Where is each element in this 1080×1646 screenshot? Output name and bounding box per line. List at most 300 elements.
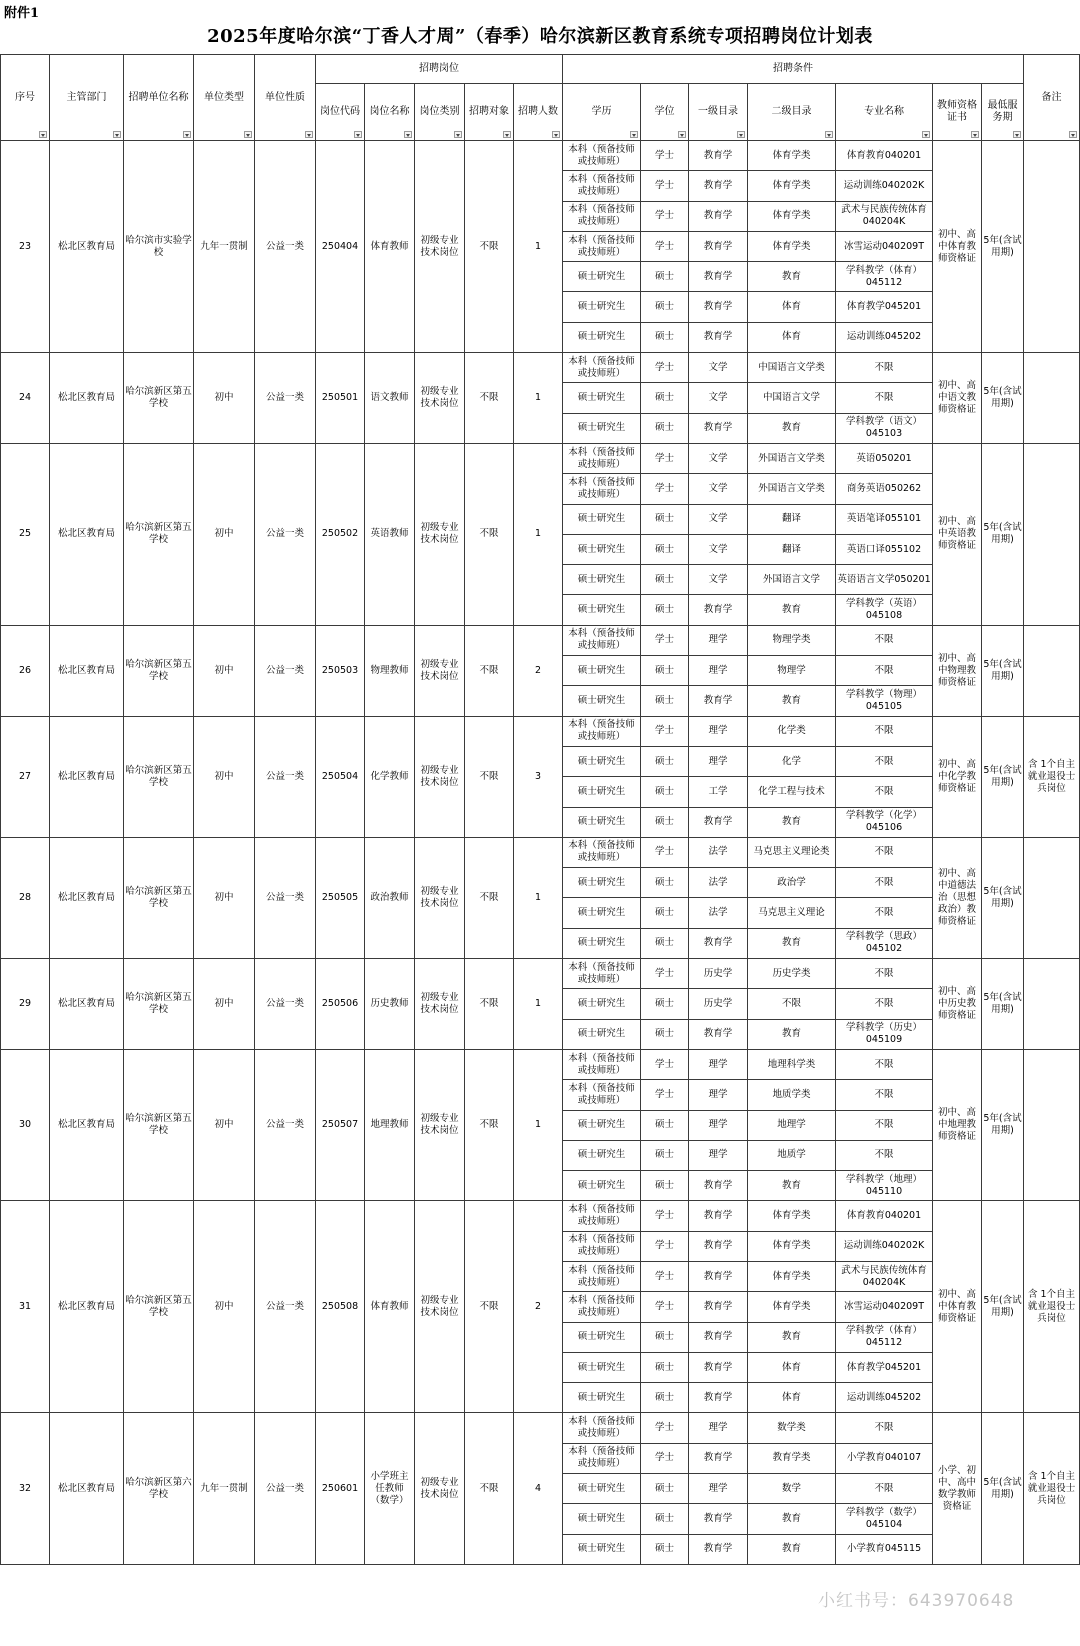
cell-unit-type: 初中 [194,353,255,444]
page-title: 2025年度哈尔滨“丁香人才周”（春季）哈尔滨新区教育系统专项招聘岗位计划表 [207,26,873,47]
cell-degree: 硕士 [641,989,689,1019]
cell-level2: 体育学类 [748,1292,836,1322]
cell-degree: 硕士 [641,656,689,686]
cell-service: 5年(含试用期) [982,1201,1024,1413]
cell-education: 硕士研究生 [563,262,641,292]
cell-dept: 松北区教育局 [50,1049,124,1200]
cell-level2: 教育 [748,1504,836,1534]
header-group-post: 招聘岗位 [316,55,563,84]
cell-degree: 学士 [641,443,689,473]
cell-unit-nature: 公益一类 [255,625,316,716]
cell-level1: 法学 [689,898,748,928]
cell-degree: 硕士 [641,1019,689,1049]
filter-dropdown-icon[interactable] [503,131,511,138]
cell-major: 不限 [836,1110,933,1140]
cell-education: 本科（预备技师或技师班） [563,1049,641,1079]
cell-level2: 教育 [748,686,836,716]
cell-level1: 理学 [689,1110,748,1140]
cell-service: 5年(含试用期) [982,443,1024,625]
cell-level1: 文学 [689,443,748,473]
cell-dept: 松北区教育局 [50,1413,124,1564]
cell-seq: 30 [1,1049,50,1200]
cell-post-code: 250503 [316,625,365,716]
filter-dropdown-icon[interactable] [1069,131,1077,138]
header-post-code[interactable]: 岗位代码 [316,84,365,141]
cell-unit-name: 哈尔滨市实验学校 [124,141,194,353]
cell-major: 不限 [836,746,933,776]
cell-level1: 理学 [689,746,748,776]
cell-education: 本科（预备技师或技师班） [563,959,641,989]
header-education[interactable]: 学历 [563,84,641,141]
cell-education: 硕士研究生 [563,777,641,807]
cell-unit-nature: 公益一类 [255,959,316,1050]
cell-major: 不限 [836,1413,933,1443]
cell-certificate: 小学、初中、高中数学教师资格证 [933,1413,982,1564]
cell-major: 运动训练040202K [836,171,933,201]
cell-count: 1 [514,141,563,353]
cell-degree: 硕士 [641,686,689,716]
cell-post-code: 250601 [316,1413,365,1564]
cell-unit-type: 初中 [194,443,255,625]
cell-unit-name: 哈尔滨新区第五学校 [124,1049,194,1200]
cell-education: 硕士研究生 [563,1474,641,1504]
cell-post-name: 小学班主任教师（数学） [365,1413,415,1564]
cell-certificate: 初中、高中化学教师资格证 [933,716,982,837]
cell-target: 不限 [465,1413,514,1564]
cell-post-category: 初级专业技术岗位 [415,353,465,444]
cell-major: 英语口译055102 [836,534,933,564]
cell-count: 2 [514,1201,563,1413]
cell-education: 硕士研究生 [563,989,641,1019]
cell-count: 1 [514,959,563,1050]
cell-service: 5年(含试用期) [982,837,1024,958]
cell-remark: 含 1个自主就业退役士兵岗位 [1024,716,1080,837]
cell-level1: 理学 [689,1140,748,1170]
cell-level2: 地理科学类 [748,1049,836,1079]
cell-degree: 硕士 [641,1534,689,1564]
cell-education: 硕士研究生 [563,807,641,837]
cell-post-code: 250501 [316,353,365,444]
cell-post-code: 250507 [316,1049,365,1200]
cell-level2: 外国语言文学类 [748,474,836,504]
header-post-name[interactable]: 岗位名称 [365,84,415,141]
cell-major: 不限 [836,1474,933,1504]
cell-level1: 教育学 [689,807,748,837]
cell-level1: 教育学 [689,231,748,261]
cell-level2: 教育 [748,262,836,292]
header-unit-name[interactable]: 招聘单位名称 [124,55,194,141]
cell-education: 本科（预备技师或技师班） [563,625,641,655]
cell-seq: 24 [1,353,50,444]
cell-degree: 学士 [641,141,689,171]
cell-degree: 硕士 [641,1171,689,1201]
cell-level2: 翻译 [748,504,836,534]
cell-major: 不限 [836,383,933,413]
header-unit-type[interactable]: 单位类型 [194,55,255,141]
cell-degree: 硕士 [641,322,689,352]
cell-education: 硕士研究生 [563,1352,641,1382]
cell-level1: 教育学 [689,141,748,171]
cell-level2: 翻译 [748,534,836,564]
cell-level1: 文学 [689,474,748,504]
cell-post-code: 250506 [316,959,365,1050]
cell-remark [1024,353,1080,444]
header-service[interactable]: 最低服务期 [982,84,1024,141]
cell-major: 学科教学（体育）045112 [836,1322,933,1352]
cell-unit-nature: 公益一类 [255,1201,316,1413]
cell-level2: 不限 [748,989,836,1019]
cell-education: 硕士研究生 [563,868,641,898]
cell-dept: 松北区教育局 [50,443,124,625]
cell-degree: 硕士 [641,1352,689,1382]
cell-degree: 学士 [641,231,689,261]
cell-major: 学科教学（物理）045105 [836,686,933,716]
cell-education: 硕士研究生 [563,595,641,625]
cell-target: 不限 [465,625,514,716]
filter-dropdown-icon[interactable] [737,131,745,138]
cell-major: 运动训练045202 [836,322,933,352]
cell-post-name: 体育教师 [365,141,415,353]
header-major[interactable]: 专业名称 [836,84,933,141]
cell-remark [1024,837,1080,958]
cell-degree: 学士 [641,474,689,504]
cell-level1: 教育学 [689,1383,748,1413]
cell-major: 小学教育040107 [836,1443,933,1473]
cell-degree: 硕士 [641,898,689,928]
cell-target: 不限 [465,837,514,958]
cell-target: 不限 [465,141,514,353]
cell-education: 本科（预备技师或技师班） [563,1201,641,1231]
cell-major: 不限 [836,837,933,867]
cell-degree: 学士 [641,353,689,383]
annex-label: 附件1 [4,6,40,21]
cell-level1: 教育学 [689,292,748,322]
cell-post-category: 初级专业技术岗位 [415,1049,465,1200]
cell-education: 硕士研究生 [563,1322,641,1352]
cell-education: 本科（预备技师或技师班） [563,1413,641,1443]
header-unit-nature[interactable]: 单位性质 [255,55,316,141]
cell-certificate: 初中、高中道德法治（思想政治）教师资格证 [933,837,982,958]
cell-education: 本科（预备技师或技师班） [563,1292,641,1322]
header-remark[interactable]: 备注 [1024,55,1080,141]
cell-education: 硕士研究生 [563,1110,641,1140]
cell-level2: 外国语言文学类 [748,443,836,473]
cell-degree: 硕士 [641,1504,689,1534]
cell-certificate: 初中、高中地理教师资格证 [933,1049,982,1200]
cell-education: 本科（预备技师或技师班） [563,1443,641,1473]
cell-service: 5年(含试用期) [982,716,1024,837]
cell-education: 硕士研究生 [563,1534,641,1564]
cell-level1: 教育学 [689,1443,748,1473]
cell-unit-type: 初中 [194,837,255,958]
cell-service: 5年(含试用期) [982,141,1024,353]
cell-dept: 松北区教育局 [50,716,124,837]
cell-level1: 教育学 [689,171,748,201]
cell-post-category: 初级专业技术岗位 [415,959,465,1050]
cell-level2: 体育 [748,292,836,322]
cell-degree: 硕士 [641,1474,689,1504]
table-row [1,625,1080,655]
filter-dropdown-icon[interactable] [552,131,560,138]
cell-degree: 硕士 [641,746,689,776]
filter-dropdown-icon[interactable] [971,131,979,138]
cell-unit-type: 初中 [194,716,255,837]
cell-count: 1 [514,837,563,958]
filter-dropdown-icon[interactable] [183,131,191,138]
cell-education: 硕士研究生 [563,383,641,413]
cell-level1: 理学 [689,1413,748,1443]
cell-major: 小学教育045115 [836,1534,933,1564]
cell-post-category: 初级专业技术岗位 [415,716,465,837]
filter-dropdown-icon[interactable] [678,131,686,138]
table-row [1,141,1080,171]
cell-level1: 理学 [689,1049,748,1079]
cell-degree: 学士 [641,201,689,231]
cell-education: 硕士研究生 [563,1504,641,1534]
cell-post-code: 250502 [316,443,365,625]
cell-education: 硕士研究生 [563,322,641,352]
watermark: 小红书号：643970648 [818,1591,1015,1611]
cell-degree: 硕士 [641,262,689,292]
cell-level2: 教育 [748,1171,836,1201]
cell-unit-type: 初中 [194,625,255,716]
cell-level1: 法学 [689,868,748,898]
cell-education: 硕士研究生 [563,292,641,322]
cell-level2: 教育 [748,1019,836,1049]
cell-major: 学科教学（体育）045112 [836,262,933,292]
cell-level1: 教育学 [689,1504,748,1534]
cell-target: 不限 [465,959,514,1050]
cell-education: 本科（预备技师或技师班） [563,1080,641,1110]
cell-level1: 教育学 [689,1019,748,1049]
cell-level1: 文学 [689,504,748,534]
cell-unit-nature: 公益一类 [255,837,316,958]
cell-level2: 数学类 [748,1413,836,1443]
cell-major: 体育教学045201 [836,292,933,322]
cell-level2: 教育 [748,1322,836,1352]
cell-degree: 硕士 [641,928,689,958]
cell-count: 1 [514,443,563,625]
cell-level1: 工学 [689,777,748,807]
cell-dept: 松北区教育局 [50,625,124,716]
cell-post-name: 体育教师 [365,1201,415,1413]
cell-target: 不限 [465,443,514,625]
filter-dropdown-icon[interactable] [922,131,930,138]
cell-education: 硕士研究生 [563,1383,641,1413]
cell-unit-nature: 公益一类 [255,1413,316,1564]
cell-major: 不限 [836,656,933,686]
header-post-category[interactable]: 岗位类别 [415,84,465,141]
cell-degree: 硕士 [641,1140,689,1170]
cell-education: 硕士研究生 [563,1140,641,1170]
cell-unit-name: 哈尔滨新区第五学校 [124,625,194,716]
cell-unit-nature: 公益一类 [255,1049,316,1200]
filter-dropdown-icon[interactable] [244,131,252,138]
cell-unit-name: 哈尔滨新区第五学校 [124,959,194,1050]
header-level1[interactable]: 一级目录 [689,84,748,141]
cell-count: 2 [514,625,563,716]
cell-major: 学科教学（语文）045103 [836,413,933,443]
filter-dropdown-icon[interactable] [404,131,412,138]
cell-level1: 文学 [689,383,748,413]
cell-major: 不限 [836,1049,933,1079]
cell-major: 运动训练040202K [836,1231,933,1261]
cell-degree: 硕士 [641,534,689,564]
cell-level1: 教育学 [689,413,748,443]
filter-dropdown-icon[interactable] [454,131,462,138]
cell-service: 5年(含试用期) [982,959,1024,1050]
cell-remark [1024,1049,1080,1200]
filter-dropdown-icon[interactable] [354,131,362,138]
cell-level2: 体育学类 [748,1201,836,1231]
filter-dropdown-icon[interactable] [113,131,121,138]
cell-degree: 硕士 [641,1322,689,1352]
filter-dropdown-icon[interactable] [825,131,833,138]
cell-major: 不限 [836,777,933,807]
header-seq[interactable]: 序号 [1,55,50,141]
cell-seq: 25 [1,443,50,625]
cell-level2: 政治学 [748,868,836,898]
cell-unit-type: 初中 [194,959,255,1050]
header-target[interactable]: 招聘对象 [465,84,514,141]
cell-post-name: 化学教师 [365,716,415,837]
cell-remark [1024,625,1080,716]
cell-level2: 教育 [748,413,836,443]
table-body [1,141,1080,1565]
cell-post-code: 250504 [316,716,365,837]
cell-unit-nature: 公益一类 [255,716,316,837]
cell-remark: 含 1个自主就业退役士兵岗位 [1024,1201,1080,1413]
cell-post-name: 政治教师 [365,837,415,958]
cell-seq: 29 [1,959,50,1050]
cell-level1: 历史学 [689,959,748,989]
recruitment-table [0,54,1080,1565]
cell-level1: 教育学 [689,595,748,625]
cell-unit-name: 哈尔滨新区第六学校 [124,1413,194,1564]
cell-education: 本科（预备技师或技师班） [563,1231,641,1261]
cell-degree: 学士 [641,171,689,201]
cell-level2: 地理学 [748,1110,836,1140]
cell-level2: 中国语言文学类 [748,353,836,383]
cell-level2: 地质学 [748,1140,836,1170]
cell-education: 硕士研究生 [563,413,641,443]
header-dept[interactable]: 主管部门 [50,55,124,141]
filter-dropdown-icon[interactable] [305,131,313,138]
cell-level1: 理学 [689,1474,748,1504]
cell-post-category: 初级专业技术岗位 [415,141,465,353]
cell-degree: 硕士 [641,565,689,595]
cell-degree: 学士 [641,1201,689,1231]
cell-level2: 外国语言文学 [748,565,836,595]
cell-certificate: 初中、高中英语教师资格证 [933,443,982,625]
cell-level2: 化学 [748,746,836,776]
cell-post-name: 英语教师 [365,443,415,625]
table-row [1,716,1080,746]
cell-degree: 硕士 [641,595,689,625]
cell-major: 英语语言文学050201 [836,565,933,595]
cell-major: 英语050201 [836,443,933,473]
cell-level2: 化学工程与技术 [748,777,836,807]
cell-unit-nature: 公益一类 [255,443,316,625]
header-level2[interactable]: 二级目录 [748,84,836,141]
cell-post-category: 初级专业技术岗位 [415,443,465,625]
cell-post-category: 初级专业技术岗位 [415,625,465,716]
cell-post-category: 初级专业技术岗位 [415,837,465,958]
cell-level1: 教育学 [689,1201,748,1231]
cell-level2: 体育学类 [748,231,836,261]
cell-degree: 学士 [641,1443,689,1473]
cell-unit-type: 初中 [194,1049,255,1200]
cell-seq: 28 [1,837,50,958]
cell-education: 硕士研究生 [563,898,641,928]
header-degree[interactable]: 学位 [641,84,689,141]
cell-degree: 硕士 [641,292,689,322]
cell-major: 不限 [836,959,933,989]
cell-post-category: 初级专业技术岗位 [415,1413,465,1564]
cell-major: 学科教学（数学）045104 [836,1504,933,1534]
cell-education: 本科（预备技师或技师班） [563,353,641,383]
cell-degree: 硕士 [641,504,689,534]
cell-level2: 历史学类 [748,959,836,989]
cell-major: 不限 [836,1080,933,1110]
cell-level2: 教育 [748,1534,836,1564]
table-row [1,353,1080,383]
cell-certificate: 初中、高中体育教师资格证 [933,141,982,353]
cell-major: 不限 [836,716,933,746]
cell-level1: 文学 [689,353,748,383]
header-group-conditions: 招聘条件 [563,55,1024,84]
cell-level2: 教育 [748,595,836,625]
cell-unit-name: 哈尔滨新区第五学校 [124,1201,194,1413]
cell-count: 4 [514,1413,563,1564]
cell-degree: 学士 [641,716,689,746]
cell-count: 1 [514,353,563,444]
cell-education: 本科（预备技师或技师班） [563,716,641,746]
cell-major: 体育教学045201 [836,1352,933,1382]
cell-dept: 松北区教育局 [50,353,124,444]
cell-education: 硕士研究生 [563,1171,641,1201]
cell-education: 硕士研究生 [563,686,641,716]
header-certificate[interactable]: 教师资格证书 [933,84,982,141]
filter-dropdown-icon[interactable] [39,131,47,138]
cell-level1: 法学 [689,837,748,867]
cell-remark [1024,959,1080,1050]
header-count[interactable]: 招聘人数 [514,84,563,141]
cell-major: 不限 [836,989,933,1019]
cell-major: 运动训练045202 [836,1383,933,1413]
cell-level1: 教育学 [689,686,748,716]
cell-major: 冰雪运动040209T [836,1292,933,1322]
cell-seq: 26 [1,625,50,716]
cell-level2: 教育 [748,807,836,837]
cell-dept: 松北区教育局 [50,141,124,353]
cell-level2: 马克思主义理论类 [748,837,836,867]
cell-remark [1024,141,1080,353]
cell-unit-name: 哈尔滨新区第五学校 [124,837,194,958]
cell-certificate: 初中、高中语文教师资格证 [933,353,982,444]
cell-education: 硕士研究生 [563,504,641,534]
cell-level1: 理学 [689,625,748,655]
cell-level2: 物理学类 [748,625,836,655]
cell-level2: 体育 [748,1352,836,1382]
cell-level1: 历史学 [689,989,748,1019]
filter-dropdown-icon[interactable] [630,131,638,138]
cell-major: 不限 [836,625,933,655]
cell-level2: 数学 [748,1474,836,1504]
cell-level2: 化学类 [748,716,836,746]
cell-unit-type: 九年一贯制 [194,141,255,353]
filter-dropdown-icon[interactable] [1013,131,1021,138]
